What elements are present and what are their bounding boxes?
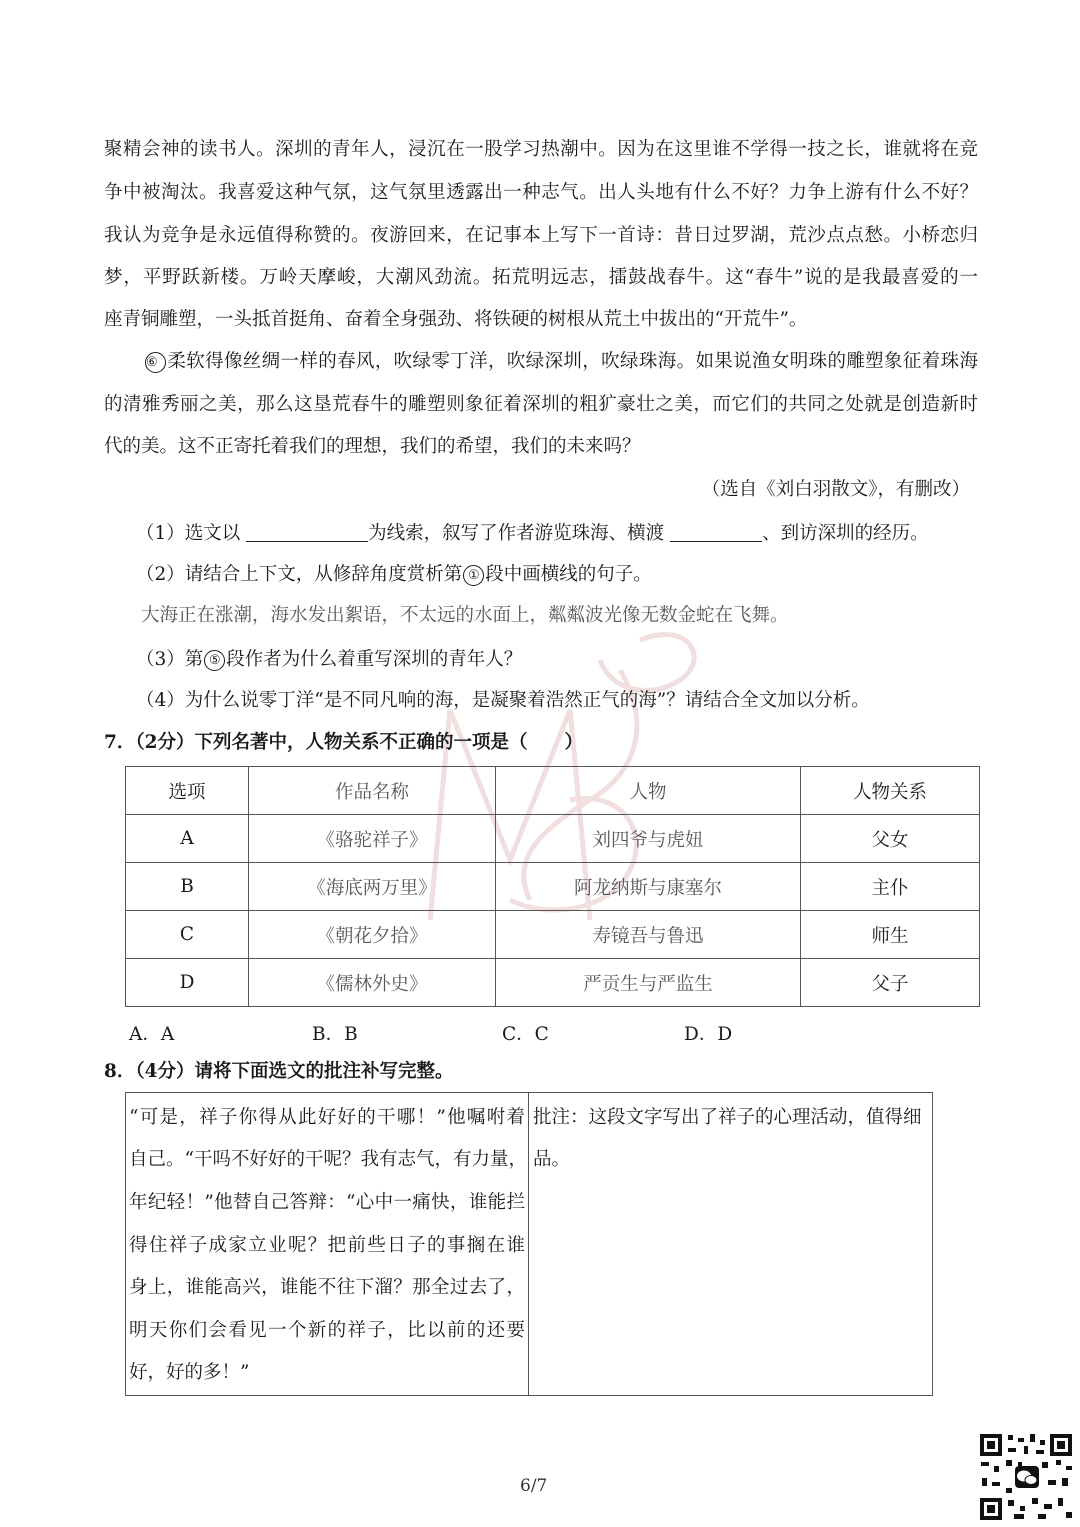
passage-line: 聚精会神的读书人。深圳的青年人，浸沉在一股学习热潮中。因为在这里谁不学得一技之长，谁就将在竞	[104, 139, 978, 160]
excerpt-cell	[126, 1093, 529, 1395]
table-cell: 刘四爷与虎妞	[496, 815, 801, 863]
table-cell: 主仆	[801, 863, 980, 911]
answer-blank[interactable]	[246, 523, 368, 542]
passage-line: 座青铜雕塑，一头抵首挺角、奋着全身强劲、将铁硬的树根从荒土中拔出的“开荒牛”。	[104, 309, 808, 330]
table-header-cell: 作品名称	[249, 767, 496, 815]
excerpt-line: 年纪轻！”他替自己答辩：“心中一痛快，谁能拦	[129, 1192, 525, 1213]
paragraph-text: 柔软得像丝绸一样的春风，吹绿零丁洋，吹绿深圳，吹绿珠海。如果说渔女明珠的雕塑象征着珠海	[167, 351, 978, 372]
table-cell: 《朝花夕拾》	[249, 911, 496, 959]
choice-b[interactable]: B．B	[312, 1024, 358, 1045]
passage-line: 梦，平野跃新楼。万岭天摩峻，大潮风劲流。拓荒明远志，擂鼓战春牛。这“春牛”说的是我最喜爱的一	[104, 267, 978, 288]
table-cell: 《儒林外史》	[249, 959, 496, 1007]
question-3	[136, 650, 522, 671]
excerpt-line: 好，好的多！”	[129, 1362, 250, 1383]
table-cell: 父女	[801, 815, 980, 863]
q7-options-table	[125, 766, 980, 1007]
table-header-cell: 选项	[126, 767, 249, 815]
table-row	[126, 863, 980, 911]
annotation-cell[interactable]	[529, 1093, 929, 1395]
table-row	[126, 959, 980, 1007]
table-row	[126, 911, 980, 959]
paragraph-6-first-line	[144, 352, 978, 373]
passage-line: 的清雅秀丽之美，那么这垦荒春牛的雕塑则象征着深圳的粗犷豪壮之美，而它们的共同之处就是创造新时	[104, 394, 978, 415]
page-number: 6/7	[520, 1476, 548, 1496]
question-text: 段作者为什么着重写深圳的青年人？	[226, 649, 523, 670]
excerpt-line: 自己。“干吗不好好的干呢？我有志气，有力量，	[129, 1149, 527, 1170]
paragraph-number-6: ⑥	[145, 352, 166, 373]
question-text: （2）请结合上下文，从修辞角度赏析第	[136, 564, 463, 585]
passage-line: 代的美。这不正寄托着我们的理想，我们的希望，我们的未来吗？	[104, 436, 641, 457]
table-row	[126, 815, 980, 863]
table-cell: 阿龙纳斯与康塞尔	[496, 863, 801, 911]
table-header-row	[126, 767, 980, 815]
table-cell: 寿镜吾与鲁迅	[496, 911, 801, 959]
passage-line: 我认为竞争是永远值得称赞的。夜游回来，在记事本上写下一首诗：昔日过罗湖，荒沙点点愁。小桥恋归	[104, 225, 978, 246]
table-cell: 严贡生与严监生	[496, 959, 801, 1007]
table-cell: D	[126, 959, 249, 1007]
question-text: （3）第	[136, 649, 204, 670]
table-cell: B	[126, 863, 249, 911]
question-text: （1）选文以	[136, 523, 241, 544]
excerpt-line: “可是，祥子你得从此好好的干哪！”他嘱咐着	[129, 1107, 525, 1128]
paragraph-number-5: ⑤	[204, 650, 225, 671]
question-8-stem: 8．（4分）请将下面选文的批注补写完整。	[104, 1061, 454, 1082]
table-cell: 《骆驼祥子》	[249, 815, 496, 863]
question-2	[136, 565, 652, 586]
table-header-cell: 人物	[496, 767, 801, 815]
source-citation: （选自《刘白羽散文》，有删改）	[701, 479, 970, 500]
table-cell: C	[126, 911, 249, 959]
question-text: 、到访深圳的经历。	[762, 523, 929, 544]
table-cell: 《海底两万里》	[249, 863, 496, 911]
table-cell: 父子	[801, 959, 980, 1007]
table-cell: A	[126, 815, 249, 863]
choice-d[interactable]: D．D	[684, 1024, 733, 1045]
table-cell: 师生	[801, 911, 980, 959]
question-7-stem: 7．（2分）下列名著中，人物关系不正确的一项是（ ）	[104, 732, 583, 753]
annotation-box	[125, 1092, 933, 1396]
excerpt-line: 身上，谁能高兴，谁能不往下溜？那全过去了，	[129, 1277, 525, 1298]
choice-c[interactable]: C．C	[502, 1024, 549, 1045]
question-1	[136, 523, 929, 544]
excerpt-line: 明天你们会看见一个新的祥子，比以前的还要	[129, 1320, 525, 1341]
annotation-line: 品。	[533, 1149, 571, 1170]
annotation-line: 批注：这段文字写出了祥子的心理活动，值得细	[533, 1107, 922, 1128]
excerpt-line: 得住祥子成家立业呢？把前些日子的事搁在谁	[129, 1235, 525, 1256]
qr-code-icon	[978, 1432, 1074, 1522]
passage-line: 争中被淘汰。我喜爱这种气氛，这气氛里透露出一种志气。出人头地有什么不好？力争上游有什么不好？	[104, 182, 978, 203]
choice-a[interactable]: A．A	[129, 1024, 175, 1045]
question-4: （4）为什么说零丁洋“是不同凡响的海，是凝聚着浩然正气的海”？请结合全文加以分析。	[136, 690, 870, 711]
question-text: 段中画横线的句子。	[485, 564, 652, 585]
table-header-cell: 人物关系	[801, 767, 980, 815]
question-text: 为线索，叙写了作者游览珠海、横渡	[368, 523, 665, 544]
paragraph-number-1: ①	[463, 565, 484, 586]
quoted-sentence: 大海正在涨潮，海水发出絮语，不太远的水面上，粼粼波光像无数金蛇在飞舞。	[141, 605, 789, 626]
answer-blank[interactable]	[670, 523, 762, 542]
